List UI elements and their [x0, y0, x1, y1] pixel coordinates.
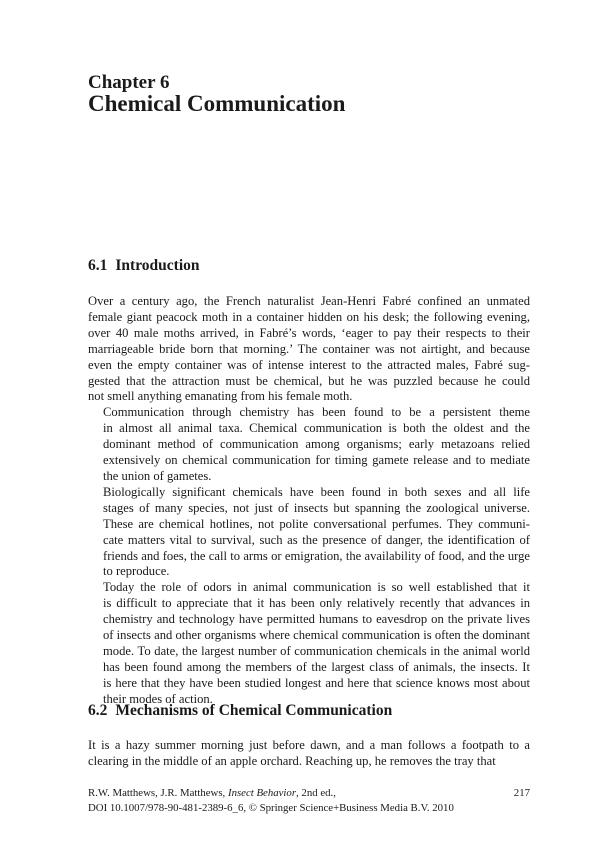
text-line: clearing in the middle of an apple orchard. Reaching up, he removes the tray that — [88, 753, 496, 768]
text-line: chemistry and technology have permitted humans to eavesdrop on the private lives — [103, 612, 530, 627]
text-line: extensively on chemical communication for timing gamete release and to mediate — [103, 453, 530, 468]
text-line: of insects and other organisms where chemical communication is often the dominant — [103, 628, 530, 643]
chapter-title: Chemical Communication — [88, 91, 346, 116]
text-line: friends and foes, the call to arms or emigration, the availability of food, and the urge — [103, 548, 530, 563]
text-line: to reproduce. — [103, 564, 170, 579]
text-line: It is a hazy summer morning just before dawn, and a man follows a footpath to a — [88, 738, 530, 752]
chapter-label: Chapter 6 — [88, 72, 170, 93]
text-line: dominant method of communication among organisms; early metazoans relied — [103, 437, 530, 452]
text-line: marriageable bride born that morning.’ The container was not airtight, and because — [88, 341, 530, 356]
text-line: Biologically significant chemicals have been found in both sexes and all life — [103, 484, 530, 499]
section-title: Mechanisms of Chemical Communication — [115, 702, 393, 719]
paragraph — [88, 405, 530, 485]
text-line: over 40 male moths arrived, in Fabré’s words, ‘eager to pay their respects to their — [88, 325, 530, 340]
text-line: mode. To date, the largest number of communication chemicals in the animal world — [103, 643, 530, 658]
paragraph — [88, 738, 530, 770]
text-line: even the empty container was of intense interest to the attracted males, Fabré sug- — [88, 357, 530, 372]
footer-doi: DOI 10.1007/978-90-481-2389-6_6, © Springer Science+Business Media B.V. 2010 — [88, 802, 454, 814]
text-line: in almost all animal taxa. Chemical communication is both the oldest and the — [103, 421, 530, 436]
page-number: 217 — [513, 787, 530, 799]
footer-citation-row — [88, 786, 530, 801]
section-number: 6.2 — [88, 702, 108, 719]
section-body-introduction — [88, 294, 530, 708]
section-heading-mechanisms — [88, 702, 392, 720]
text-line: has been found among the members of the largest class of animals, the insects. It — [103, 659, 530, 674]
paragraph — [88, 485, 530, 580]
book-title: Insect Behavior — [227, 787, 297, 799]
text-line: the union of gametes. — [103, 468, 212, 483]
text-line: gested that the attraction must be chemical, but he was puzzled because he could — [88, 373, 530, 388]
footer-citation: R.W. Matthews, J.R. Matthews, Insect Behavior, 2nd ed., — [88, 787, 336, 799]
text-line: is here that they have been studied longest and here that science knows most about — [103, 675, 530, 690]
section-number: 6.1 — [88, 257, 108, 274]
section-body-mechanisms — [88, 738, 530, 770]
text-line: their modes of action. — [103, 691, 213, 706]
section-heading-introduction — [88, 257, 200, 275]
text-line: female giant peacock moth in a container hidden on his desk; the following evening, — [88, 309, 530, 324]
text-line: cate matters vital to survival, such as the presence of danger, the identification of — [103, 532, 530, 547]
page-footer — [88, 786, 530, 816]
text-line: is difficult to appreciate that it has been only relatively recently that advances in — [103, 596, 530, 611]
text-line: Over a century ago, the French naturalist Jean-Henri Fabré confined an unmated — [88, 294, 530, 308]
paragraph — [88, 294, 530, 405]
text-line: not smell anything emanating from his female moth. — [88, 389, 353, 404]
text-line: stages of many species, not just of insects but spanning the zoological universe. — [103, 500, 530, 515]
paragraph — [88, 580, 530, 707]
text-line: Communication through chemistry has been found to be a persistent theme — [103, 405, 530, 420]
footer-doi-row — [88, 801, 530, 816]
section-title: Introduction — [115, 257, 200, 274]
text-line: Today the role of odors in animal communication is so well established that it — [103, 580, 530, 595]
text-line: These are chemical hotlines, not polite conversational perfumes. They communi- — [103, 516, 530, 531]
